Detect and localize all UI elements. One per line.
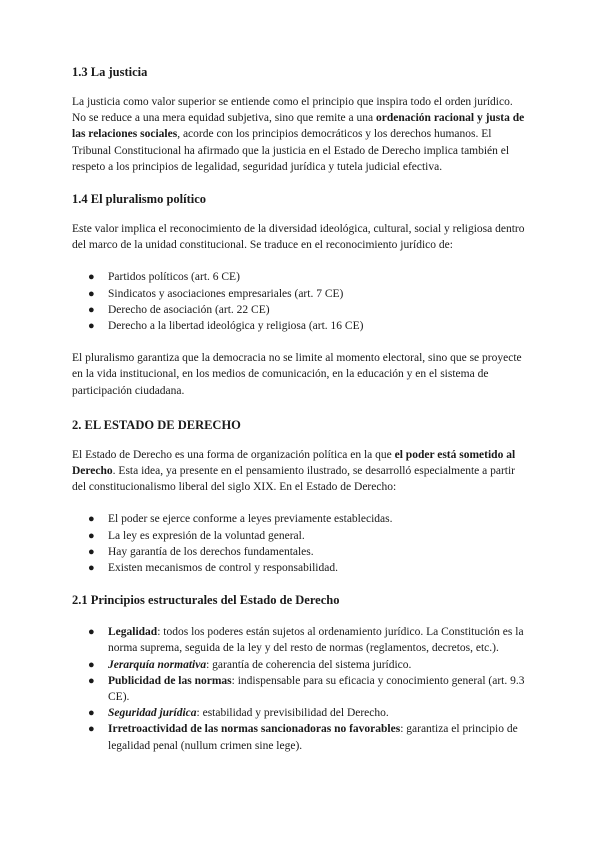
list-item bbox=[72, 318, 528, 334]
bold-run: el poder está sometido al Derecho bbox=[72, 448, 516, 478]
bullet-icon: ● bbox=[88, 658, 95, 671]
heading-pluralismo: 1.4 El pluralismo político bbox=[72, 192, 207, 207]
document-content bbox=[72, 64, 528, 754]
list-item-text: : indispensable para su eficacia y conocimiento general (art. 9.3 CE). bbox=[108, 674, 525, 704]
bullet-icon: ● bbox=[88, 545, 95, 558]
list-item-text: Sindicatos y asociaciones empresariales (art. 7 CE) bbox=[108, 287, 344, 300]
bold-run: ordenación racional y justa de las relaciones sociales bbox=[72, 112, 525, 141]
list-item-text: El poder se ejerce conforme a leyes previamente establecidas. bbox=[108, 513, 393, 526]
bullet-icon: ● bbox=[88, 674, 95, 687]
bullet-icon: ● bbox=[88, 562, 95, 575]
list-item bbox=[72, 673, 528, 705]
list-item bbox=[72, 511, 528, 527]
paragraph-justicia bbox=[72, 94, 528, 175]
text-run: La justicia como valor superior se entiende como el principio que inspira todo el orden jurídico. No se reduce a una mera equidad subjetiva, sino que remite a una bbox=[72, 96, 513, 125]
paragraph-estado-de-derecho bbox=[72, 447, 528, 496]
text-run: El Estado de Derecho es una forma de organización política en la que bbox=[72, 448, 395, 461]
list-item-text: Hay garantía de los derechos fundamentales. bbox=[108, 545, 314, 558]
list-item-text: : garantía de coherencia del sistema jurídico. bbox=[206, 658, 412, 671]
bullet-icon: ● bbox=[88, 303, 95, 316]
heading-justicia: 1.3 La justicia bbox=[72, 65, 148, 79]
list-item bbox=[72, 624, 528, 656]
bullet-icon: ● bbox=[88, 271, 95, 284]
bullet-icon: ● bbox=[88, 513, 95, 526]
bullet-icon: ● bbox=[88, 320, 95, 333]
paragraph-pluralismo-outro: El pluralismo garantiza que la democracia no se limite al momento electoral, sino que se proyecte en la vida institucional, en los medios de comunicación, en la educación y en el sistema de participación ciudadana. bbox=[72, 352, 522, 397]
list-item-text: Partidos políticos (art. 6 CE) bbox=[108, 271, 240, 284]
list-item-text: Derecho de asociación (art. 22 CE) bbox=[108, 303, 270, 316]
list-item bbox=[72, 302, 528, 318]
list-item bbox=[72, 705, 528, 721]
list-item-text: : todos los poderes están sujetos al ordenamiento jurídico. La Constitución es la norma suprema, seguida de la ley y del resto de normas (reglamentos, decretos, etc.). bbox=[108, 626, 524, 655]
bullet-icon: ● bbox=[88, 723, 95, 736]
list-item bbox=[72, 269, 528, 285]
term: Publicidad de las normas bbox=[108, 674, 232, 687]
list-estado-de-derecho bbox=[72, 511, 528, 576]
text-run: , acorde con los principios democráticos y los derechos humanos. El Tribunal Constitucional ha afirmado que la justicia en el Estado de Derecho implica también el respeto a los principios de legalidad, seguridad jurídica y tutela judicial efectiva. bbox=[72, 128, 510, 173]
text-run: . Esta idea, ya presente en el pensamiento ilustrado, se desarrolló especialmente a partir del constitucionalismo liberal del siglo XIX. En el Estado de Derecho: bbox=[72, 465, 516, 494]
list-item-text: Derecho a la libertad ideológica y religiosa (art. 16 CE) bbox=[108, 320, 364, 333]
term: Seguridad jurídica bbox=[108, 707, 197, 720]
list-pluralismo bbox=[72, 269, 528, 334]
term: Jerarquía normativa bbox=[108, 658, 207, 671]
paragraph-pluralismo-intro: Este valor implica el reconocimiento de la diversidad ideológica, cultural, social y religiosa dentro del marco de la unidad constitucional. Se traduce en el reconocimiento jurídico de: bbox=[72, 223, 525, 252]
list-item-text: Existen mecanismos de control y responsabilidad. bbox=[108, 562, 338, 575]
bullet-icon: ● bbox=[88, 626, 95, 639]
list-item bbox=[72, 528, 528, 544]
list-item-text: : garantiza el principio de legalidad penal (nullum crimen sine lege). bbox=[108, 723, 518, 752]
heading-estado-de-derecho: 2. EL ESTADO DE DERECHO bbox=[72, 417, 241, 432]
list-item bbox=[72, 721, 528, 753]
heading-principios-estructurales: 2.1 Principios estructurales del Estado de Derecho bbox=[72, 593, 340, 608]
list-principios bbox=[72, 624, 528, 754]
bullet-icon: ● bbox=[88, 707, 95, 720]
list-item bbox=[72, 657, 528, 673]
bullet-icon: ● bbox=[88, 529, 95, 542]
term: Irretroactividad de las normas sancionadoras no favorables bbox=[108, 723, 401, 736]
list-item bbox=[72, 560, 528, 576]
list-item-text: La ley es expresión de la voluntad general. bbox=[108, 529, 305, 542]
list-item-text: : estabilidad y previsibilidad del Derecho. bbox=[196, 707, 389, 720]
bullet-icon: ● bbox=[88, 287, 95, 300]
list-item bbox=[72, 286, 528, 302]
term: Legalidad bbox=[108, 626, 158, 639]
list-item bbox=[72, 544, 528, 560]
